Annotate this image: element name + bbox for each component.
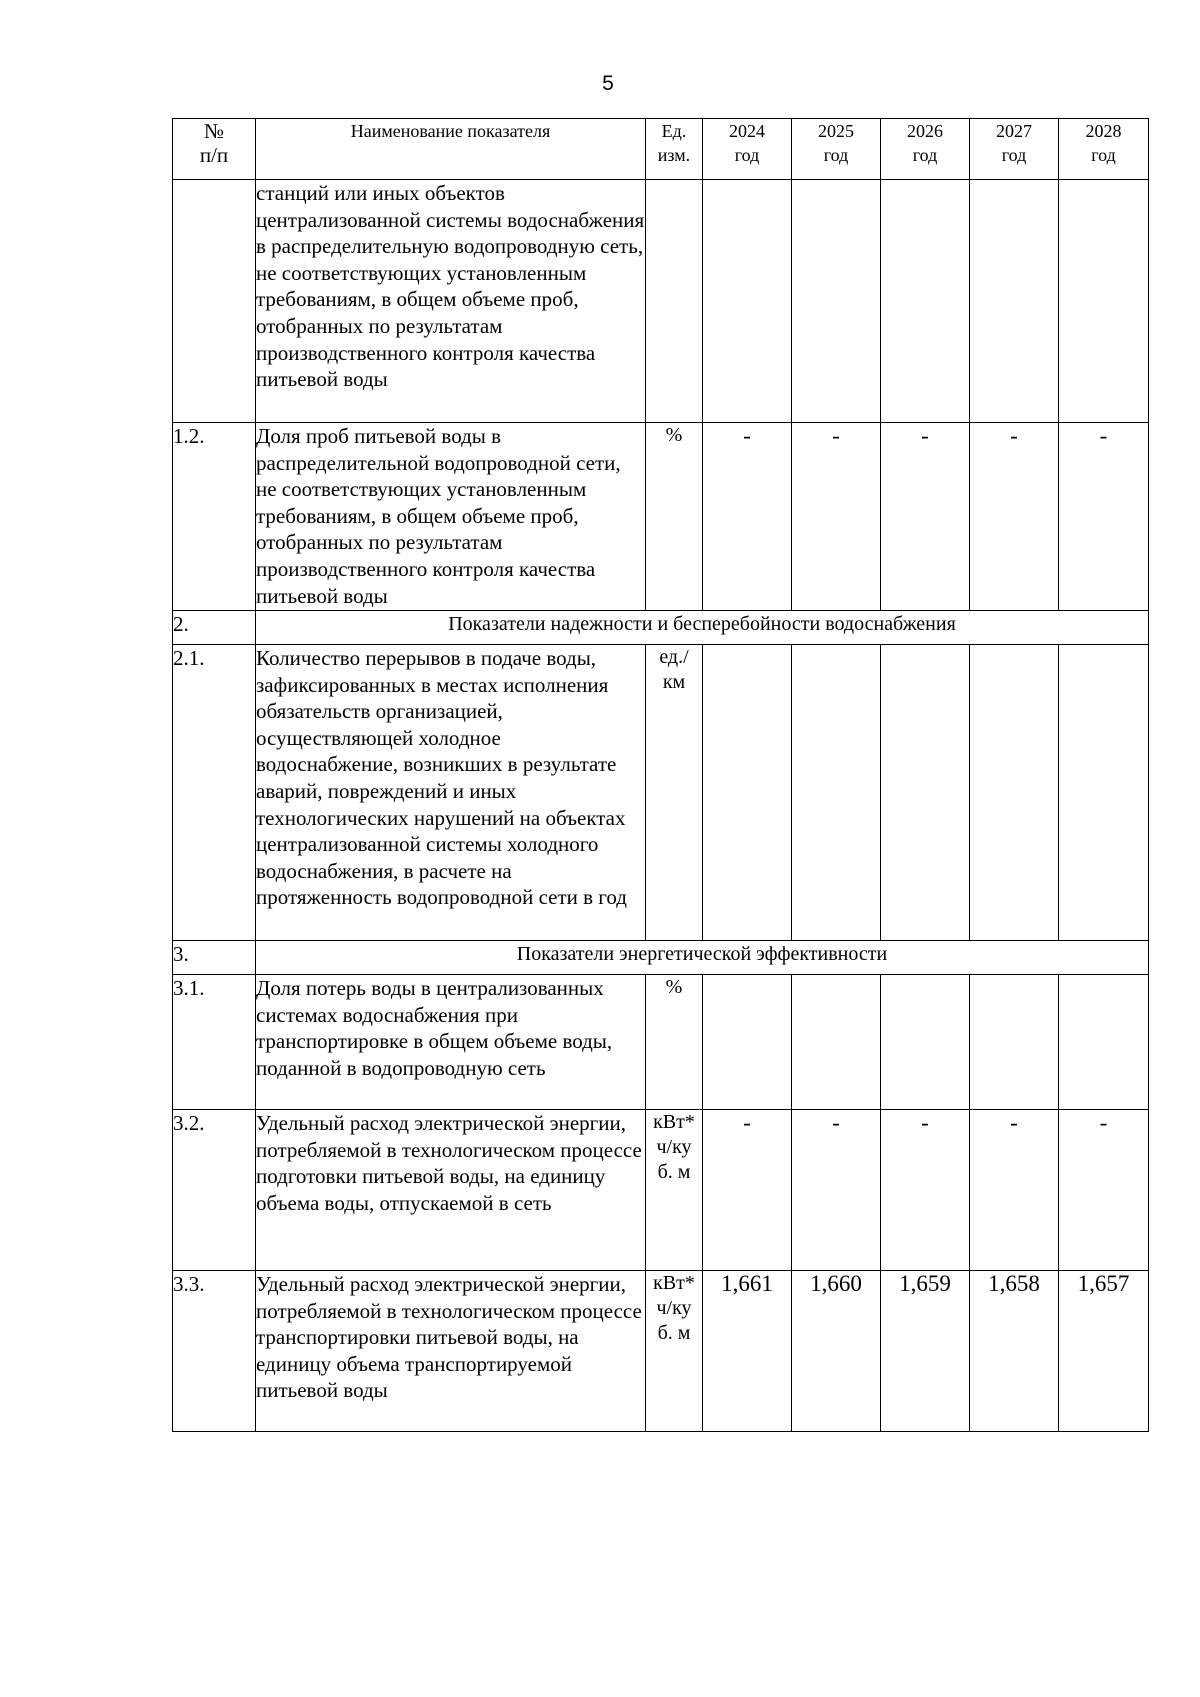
row-unit: % (646, 975, 703, 1110)
table-row (173, 423, 1149, 611)
row-num: 3.2. (173, 1110, 256, 1271)
section-num: 3. (173, 941, 256, 975)
row-unit: кВт* ч/ку б. м (646, 1271, 703, 1432)
row-value-2024: 1,661 (703, 1271, 792, 1432)
row-value-2024 (703, 975, 792, 1110)
table-header-row (173, 119, 1149, 180)
table-row (173, 180, 1149, 423)
row-value-2024: - (703, 1110, 792, 1271)
header-year-2025: 2025 год (792, 119, 881, 180)
row-value-2026: - (881, 1110, 970, 1271)
row-value-2027 (970, 180, 1059, 423)
table-row (173, 1110, 1149, 1271)
row-value-2027: - (970, 423, 1059, 611)
row-value-2025: - (792, 1110, 881, 1271)
row-value-2024 (703, 180, 792, 423)
row-num: 1.2. (173, 423, 256, 611)
row-value-2026 (881, 645, 970, 941)
row-value-2028: - (1059, 423, 1149, 611)
row-value-2025 (792, 180, 881, 423)
table-row (173, 975, 1149, 1110)
row-value-2027 (970, 975, 1059, 1110)
row-unit: ед./ км (646, 645, 703, 941)
row-name: Доля потерь воды в централизованных системах водоснабжения при транспортировке в общем объеме воды, поданной в водопроводную сеть (256, 975, 646, 1110)
row-value-2028 (1059, 645, 1149, 941)
section-row (173, 611, 1149, 645)
row-value-2024 (703, 645, 792, 941)
row-value-2025 (792, 975, 881, 1110)
table-row (173, 1271, 1149, 1432)
header-year-2024: 2024 год (703, 119, 792, 180)
row-name: станций или иных объектов централизованной системы водоснабжения в распределительную водопроводную сеть, не соответствующих установленным требованиям, в общем объеме проб, отобранных по результатам производственного контроля качества питьевой воды (256, 180, 646, 423)
row-value-2028 (1059, 180, 1149, 423)
section-row (173, 941, 1149, 975)
row-num: 2.1. (173, 645, 256, 941)
row-value-2026 (881, 975, 970, 1110)
table-row (173, 645, 1149, 941)
row-value-2024: - (703, 423, 792, 611)
row-name: Удельный расход электрической энергии, потребляемой в технологическом процессе транспортировки питьевой воды, на единицу объема транспортируемой питьевой воды (256, 1271, 646, 1432)
row-value-2027: 1,658 (970, 1271, 1059, 1432)
row-name: Удельный расход электрической энергии, потребляемой в технологическом процессе подготовки питьевой воды, на единицу объема воды, отпускаемой в сеть (256, 1110, 646, 1271)
section-title: Показатели энергетической эффективности (256, 941, 1149, 975)
row-num (173, 180, 256, 423)
row-value-2026 (881, 180, 970, 423)
row-unit: кВт* ч/ку б. м (646, 1110, 703, 1271)
page-number: 5 (602, 72, 614, 95)
header-unit: Ед. изм. (646, 119, 703, 180)
section-num: 2. (173, 611, 256, 645)
header-year-2027: 2027 год (970, 119, 1059, 180)
row-value-2025: - (792, 423, 881, 611)
row-value-2026: - (881, 423, 970, 611)
indicators-table (172, 118, 1149, 1432)
row-unit: % (646, 423, 703, 611)
header-name: Наименование показателя (256, 119, 646, 180)
row-num: 3.3. (173, 1271, 256, 1432)
row-value-2027 (970, 645, 1059, 941)
row-value-2027: - (970, 1110, 1059, 1271)
row-value-2025 (792, 645, 881, 941)
row-num: 3.1. (173, 975, 256, 1110)
row-value-2028: 1,657 (1059, 1271, 1149, 1432)
header-year-2026: 2026 год (881, 119, 970, 180)
row-name: Количество перерывов в подаче воды, зафиксированных в местах исполнения обязательств организацией, осуществляющей холодное водоснабжение, возникших в результате аварий, повреждений и иных технологических нарушений на объектах централизованной системы холодного водоснабжения, в расчете на протяженность водопроводной сети в год (256, 645, 646, 941)
row-name: Доля проб питьевой воды в распределительной водопроводной сети, не соответствующих установленным требованиям, в общем объеме проб, отобранных по результатам производственного контроля качества питьевой воды (256, 423, 646, 611)
header-num: № п/п (173, 119, 256, 180)
header-year-2028: 2028 год (1059, 119, 1149, 180)
row-value-2026: 1,659 (881, 1271, 970, 1432)
section-title: Показатели надежности и бесперебойности водоснабжения (256, 611, 1149, 645)
row-value-2028 (1059, 975, 1149, 1110)
row-unit (646, 180, 703, 423)
row-value-2028: - (1059, 1110, 1149, 1271)
row-value-2025: 1,660 (792, 1271, 881, 1432)
